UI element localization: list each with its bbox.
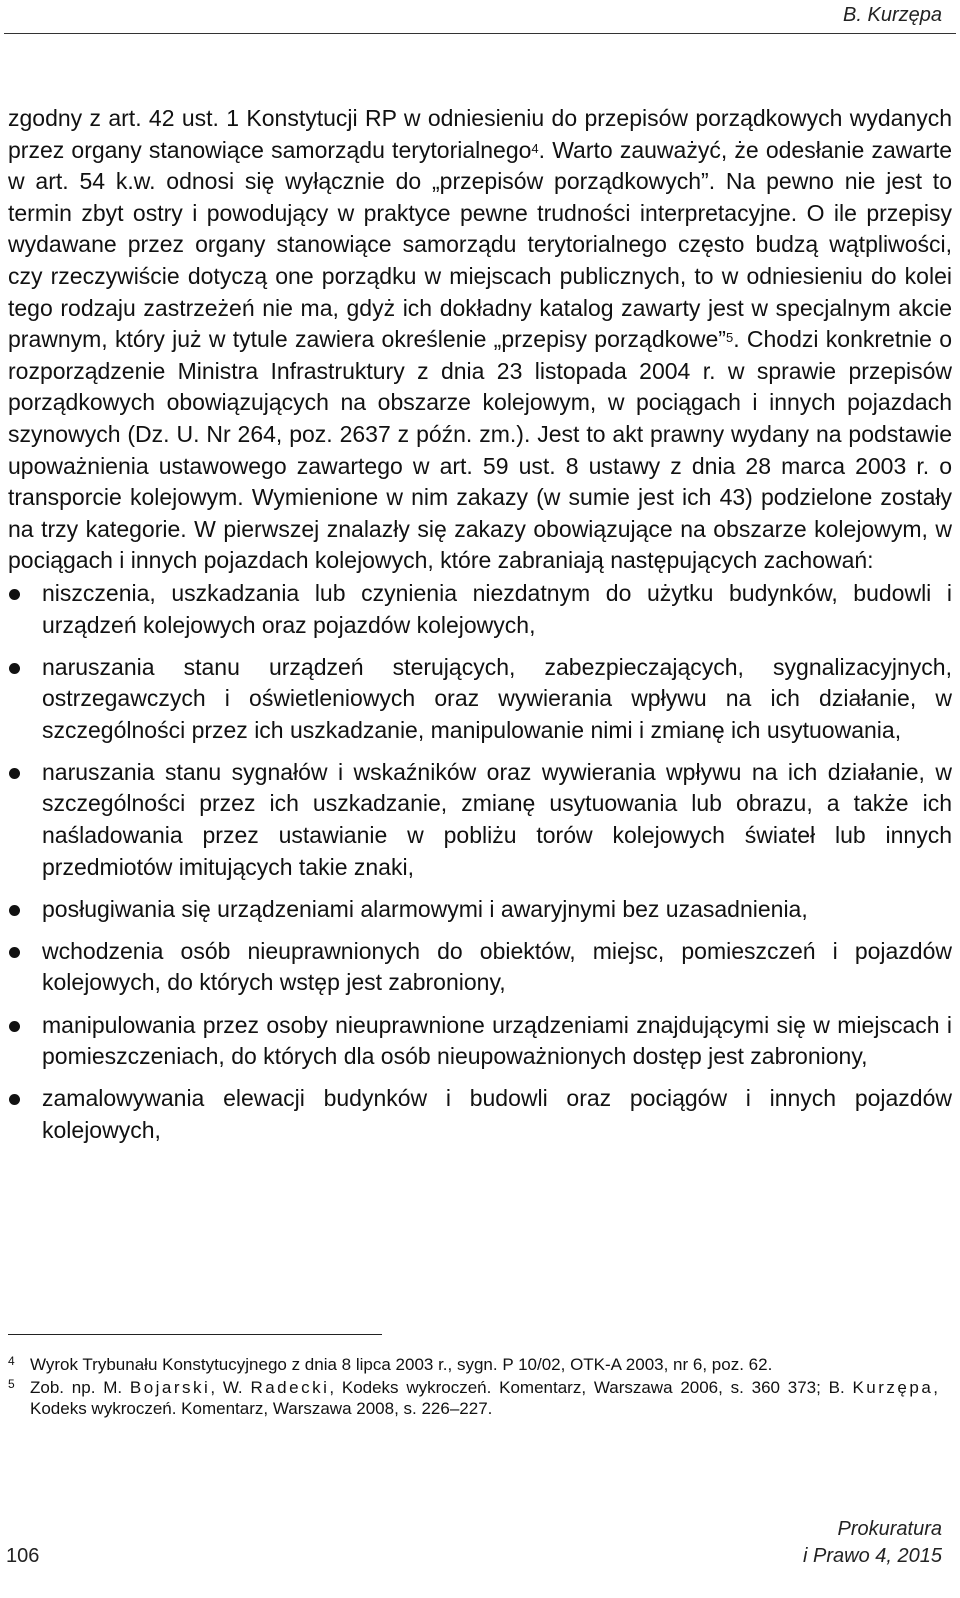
list-item	[8, 578, 952, 641]
main-text	[8, 103, 952, 1157]
footnote-text: , Kodeks wykroczeń. Komentarz, Warszawa 2008, s. 226–227.	[30, 1377, 939, 1418]
list-item-text: posługiwania się urządzeniami alarmowymi i awaryjnymi bez uzasadnienia,	[42, 895, 808, 922]
journal-name	[803, 1516, 942, 1570]
list-item-text: naruszania stanu sygnałów i wskaźników oraz wywierania wpływu na ich działanie, w szczególności przez ich uszkadzanie, zmianę usytuowania lub obrazu, a także ich naśladowania przez ustawianie w pobliżu torów kolejowych świateł lub innych przedmiotów imitujących takie znaki,	[42, 758, 952, 880]
footnote-number: 5	[8, 1376, 15, 1391]
author-name: Bojarski	[129, 1377, 211, 1397]
body-paragraph	[8, 103, 952, 577]
list-item-text: zamalowywania elewacji budynków i budowli oraz pociągów i innych pojazdów kolejowych,	[42, 1085, 952, 1143]
list-item-text: niszczenia, uszkadzania lub czynienia niezdatnym do użytku budynków, budowli i urządzeń kolejowych oraz pojazdów kolejowych,	[42, 579, 952, 638]
footnote-text: Zob. np. M.	[30, 1377, 130, 1397]
list-item-text: wchodzenia osób nieuprawnionych do obiektów, miejsc, pomieszczeń i pojazdów kolejowych, do których wstęp jest zabroniony,	[42, 937, 952, 996]
bullet-icon	[9, 1021, 20, 1032]
bullet-icon	[9, 768, 20, 779]
header-rule	[4, 33, 956, 34]
bullet-icon	[9, 905, 20, 916]
list-item	[8, 757, 952, 883]
bullet-icon	[9, 663, 20, 674]
footnotes	[8, 1354, 938, 1421]
list-item	[8, 936, 952, 999]
footnote-number: 4	[8, 1354, 15, 1368]
paragraph-text: zgodny z art. 42 ust. 1 Konstytucji RP w odniesieniu do przepisów porządkowych wydanych przez organy stanowiące samorządu terytorialnego	[8, 105, 952, 163]
list-item	[8, 1083, 952, 1146]
page-number: 106	[6, 1545, 40, 1567]
bullet-icon	[9, 947, 20, 958]
footnote-4	[8, 1354, 938, 1376]
running-head: B. Kurzępa	[843, 4, 942, 26]
list-item	[8, 1010, 952, 1073]
footnote-text: , Kodeks wykroczeń. Komentarz, Warszawa 2006, s. 360 373; B.	[329, 1377, 853, 1397]
footnote-5	[8, 1377, 938, 1420]
bullet-icon	[9, 589, 20, 600]
author-name: Radecki	[250, 1377, 330, 1397]
bullet-icon	[9, 1094, 20, 1105]
list-item-text: naruszania stanu urządzeń sterujących, zabezpieczających, sygnalizacyjnych, ostrzegawczych i oświetleniowych oraz wywierania wpływu na ich działanie, w szczególności przez ich uszkadzanie, manipulowanie nimi i zmianę ich usytuowania,	[42, 653, 952, 743]
journal-issue-line: i Prawo 4, 2015	[803, 1545, 942, 1567]
list-item	[8, 894, 952, 926]
paragraph-text: . Warto zauważyć, że odesłanie zawarte w art. 54 k.w. odnosi się wyłącznie do „przepisów porządkowych”. Na pewno nie jest to termin zbyt ostry i powodujący w praktyce pewne trudności interpretacyjne. O ile przepisy wydawane przez organy stanowiące samorządu terytorialnego często budzą wątpliwości, czy rzeczywiście dotyczą one porządku w miejscach publicznych, to w odniesieniu do kolei tego rodzaju zastrzeżeń nie ma, gdyż ich dokładny katalog zawarty jest w specjalnym akcie prawnym, który już w tytule zawiera określenie „przepisy porządkowe”	[8, 136, 952, 353]
footnote-ref-4: 4	[531, 140, 539, 156]
prohibitions-list	[8, 578, 952, 1147]
paragraph-text: . Chodzi konkretnie o rozporządzenie Ministra Infrastruktury z dnia 23 listopada 2004 r. w sprawie przepisów porządkowych obowiązujących na obszarze kolejowym, w pociągach i innych pojazdach szynowych (Dz. U. Nr 264, poz. 2637 z późn. zm.). Jest to akt prawny wydany na podstawie upoważnienia ustawowego zawartego w art. 59 ust. 8 ustawy z dnia 28 marca 2003 r. o transporcie kolejowym. Wymienione w nim zakazy (w sumie jest ich 43) podzielone zostały na trzy kategorie. W pierwszej znalazły się zakazy obowiązujące na obszarze kolejowym, w pociągach i innych pojazdach kolejowych, które zabraniają następujących zachowań:	[8, 326, 952, 574]
journal-name-line: Prokuratura	[837, 1518, 942, 1540]
footnote-text: Wyrok Trybunału Konstytucyjnego z dnia 8 lipca 2003 r., sygn. P 10/02, OTK-A 2003, nr 6, poz. 62.	[30, 1355, 773, 1374]
list-item-text: manipulowania przez osoby nieuprawnione urządzeniami znajdującymi się w miejscach i pomieszczeniach, do których dla osób nieupoważnionych dostęp jest zabroniony,	[42, 1011, 952, 1070]
author-name: Kurzępa	[852, 1377, 934, 1397]
footnote-ref-5: 5	[725, 330, 734, 346]
footnote-rule	[8, 1334, 382, 1335]
footnote-text: , W.	[210, 1377, 251, 1397]
list-item	[8, 652, 952, 747]
